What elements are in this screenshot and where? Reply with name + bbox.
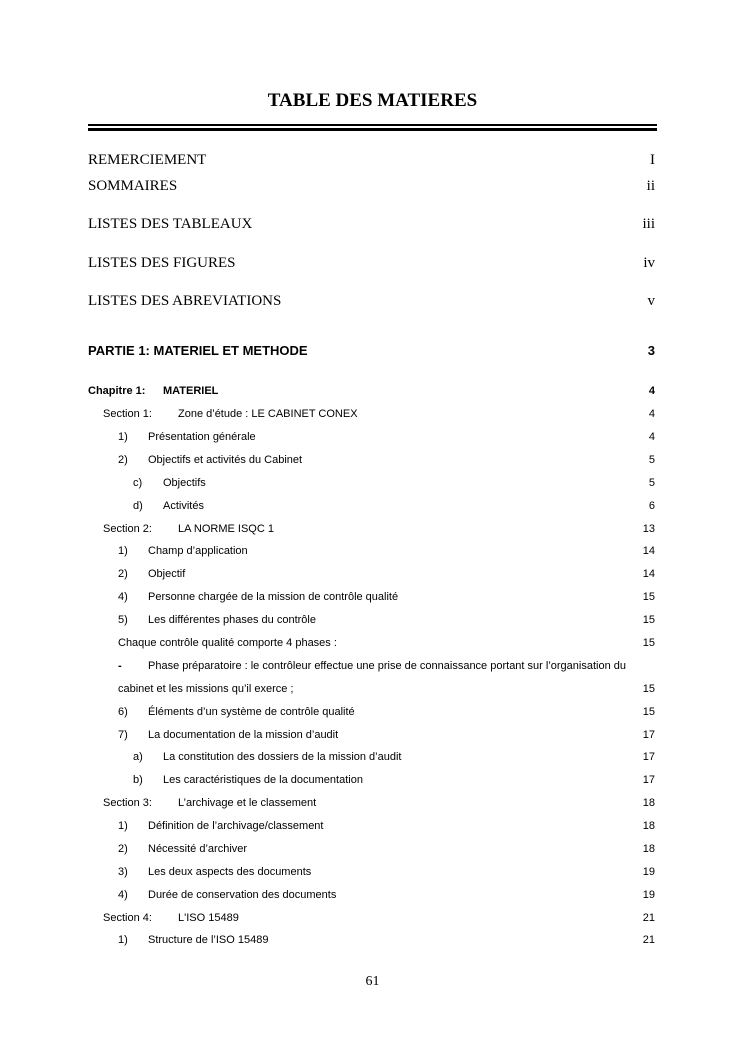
toc-entry-number: 2) [118, 568, 128, 580]
toc-entry-listes-tableaux[interactable] [88, 216, 655, 236]
toc-entry-label: REMERCIEMENT [88, 152, 207, 168]
toc-entry-page: 18 [642, 820, 655, 832]
toc-entry-number: c) [133, 477, 143, 489]
toc-part-heading[interactable] [88, 343, 655, 363]
toc-entry-label: Définition de l’archivage/classement [148, 820, 324, 832]
toc-subsection-entry[interactable] [88, 568, 655, 588]
toc-entry-label: LA NORME ISQC 1 [178, 523, 274, 535]
toc-part-page: 3 [647, 343, 655, 358]
toc-subsection-entry[interactable] [88, 843, 655, 863]
toc-subsection-entry[interactable] [88, 614, 655, 634]
toc-entry-page: iii [642, 216, 655, 232]
toc-entry-listes-abreviations[interactable] [88, 293, 655, 313]
toc-entry-number: 1) [118, 431, 128, 443]
toc-entry-page: 5 [648, 477, 655, 489]
toc-entry-label: MATERIEL [163, 385, 219, 397]
toc-subsection-entry[interactable] [88, 706, 655, 726]
toc-section-entry[interactable] [88, 797, 655, 817]
toc-entry-label: Nécessité d’archiver [148, 843, 248, 855]
toc-entry-page: 18 [642, 843, 655, 855]
toc-entry-page: ii [646, 178, 655, 194]
toc-subsubsection-entry[interactable] [88, 774, 655, 794]
toc-entry-number: Section 1: [103, 408, 152, 420]
toc-entry-number: Section 4: [103, 912, 152, 924]
toc-entry-label: LISTES DES TABLEAUX [88, 216, 253, 232]
toc-subsection-entry[interactable] [88, 866, 655, 886]
toc-entry-label: Objectifs [163, 477, 206, 489]
toc-entry-label: Les deux aspects des documents [148, 866, 312, 878]
toc-chapter-entry[interactable] [88, 385, 655, 405]
toc-entry-page: 17 [642, 751, 655, 763]
toc-entry-page: 4 [648, 408, 655, 420]
toc-entry-label: LISTES DES ABREVIATIONS [88, 293, 282, 309]
toc-entry-page: 6 [648, 500, 655, 512]
toc-entry-page: 15 [642, 637, 655, 649]
toc-entry-number: Section 3: [103, 797, 152, 809]
toc-entry-number: 4) [118, 889, 128, 901]
toc-entry-page: 14 [642, 545, 655, 557]
toc-section-entry[interactable] [88, 912, 655, 932]
toc-entry-page: iv [643, 255, 655, 271]
toc-entry-number: 1) [118, 934, 128, 946]
page-number-footer: 61 [365, 974, 380, 989]
toc-entry-page: 18 [642, 797, 655, 809]
toc-entry-page: 15 [642, 706, 655, 718]
toc-entry-page: 4 [648, 431, 655, 443]
toc-bullet-entry[interactable] [88, 660, 655, 680]
toc-entry-listes-figures[interactable] [88, 255, 655, 275]
toc-entry-label: L'ISO 15489 [178, 912, 239, 924]
toc-entry-page: 15 [642, 591, 655, 603]
toc-entry-label: LISTES DES FIGURES [88, 255, 236, 271]
toc-subsection-entry[interactable] [88, 454, 655, 474]
toc-section-entry[interactable] [88, 523, 655, 543]
toc-entry-number: a) [133, 751, 143, 763]
toc-entry-number: 2) [118, 843, 128, 855]
toc-entry-number: b) [133, 774, 143, 786]
page-title: TABLE DES MATIERES [267, 90, 478, 111]
toc-subsection-entry[interactable] [88, 820, 655, 840]
toc-entry-number: 1) [118, 545, 128, 557]
toc-entry-label: Durée de conservation des documents [148, 889, 337, 901]
toc-entry-label: Objectif [148, 568, 186, 580]
toc-entry-label: La documentation de la mission d’audit [148, 729, 339, 741]
toc-entry-page: 13 [642, 523, 655, 535]
toc-entry-sommaires[interactable] [88, 178, 655, 198]
toc-subsection-entry[interactable] [88, 934, 655, 954]
toc-entry-number: 2) [118, 454, 128, 466]
toc-subsection-entry[interactable] [88, 431, 655, 451]
toc-entry-remerciement[interactable] [88, 152, 655, 172]
toc-entry-page: 17 [642, 774, 655, 786]
toc-entry-number: 3) [118, 866, 128, 878]
toc-entry-label: L’archivage et le classement [178, 797, 317, 809]
toc-entry-label: Personne chargée de la mission de contrôle qualité [148, 591, 399, 603]
toc-subsection-entry[interactable] [88, 591, 655, 611]
toc-entry-number: Chapitre 1: [88, 385, 146, 397]
toc-entry-label: La constitution des dossiers de la mission d’audit [163, 751, 402, 763]
toc-entry-number: 5) [118, 614, 128, 626]
toc-entry-label: cabinet et les missions qu’il exerce ; [118, 683, 294, 695]
toc-entry-number: d) [133, 500, 143, 512]
toc-subsection-entry[interactable] [88, 729, 655, 749]
toc-entry-page: 4 [648, 385, 655, 397]
toc-entry-page: 15 [642, 614, 655, 626]
toc-entry-label: Phase préparatoire : le contrôleur effectue une prise de connaissance portant sur l’organisation du [148, 660, 626, 672]
toc-entry-page: 17 [642, 729, 655, 741]
toc-entry-label: Chaque contrôle qualité comporte 4 phases : [118, 637, 337, 649]
toc-entry-page: 21 [642, 912, 655, 924]
toc-entry-label: Les caractéristiques de la documentation [163, 774, 363, 786]
title-rule-thick [88, 128, 657, 131]
toc-entry-page: 15 [642, 683, 655, 695]
toc-entry-page: v [647, 293, 655, 309]
toc-entry-label: Objectifs et activités du Cabinet [148, 454, 303, 466]
toc-entry-label: Zone d’étude : LE CABINET CONEX [178, 408, 358, 420]
toc-entry-label: SOMMAIRES [88, 178, 178, 194]
toc-entry-page: 19 [642, 889, 655, 901]
toc-subsubsection-entry[interactable] [88, 751, 655, 771]
toc-text-entry[interactable] [88, 637, 655, 657]
toc-entry-number: 7) [118, 729, 128, 741]
toc-part-label: PARTIE 1: MATERIEL ET METHODE [88, 343, 308, 358]
toc-entry-page: 5 [648, 454, 655, 466]
toc-entry-number: Section 2: [103, 523, 152, 535]
title-rule-thin [88, 124, 657, 126]
toc-bullet-dash: - [118, 660, 122, 672]
toc-entry-number: 4) [118, 591, 128, 603]
toc-entry-label: Champ d’application [148, 545, 248, 557]
toc-subsection-entry[interactable] [88, 545, 655, 565]
toc-subsubsection-entry[interactable] [88, 477, 655, 497]
toc-entry-label: Structure de l’ISO 15489 [148, 934, 269, 946]
toc-entry-page: 21 [642, 934, 655, 946]
toc-subsubsection-entry[interactable] [88, 500, 655, 520]
toc-entry-label: Éléments d’un système de contrôle qualité [148, 706, 355, 718]
toc-subsection-entry[interactable] [88, 889, 655, 909]
toc-entry-page: 14 [642, 568, 655, 580]
toc-entry-label: Les différentes phases du contrôle [148, 614, 316, 626]
toc-entry-label: Activités [163, 500, 204, 512]
toc-bullet-continuation[interactable] [88, 683, 655, 703]
toc-section-entry[interactable] [88, 408, 655, 428]
toc-entry-page: 19 [642, 866, 655, 878]
toc-entry-page: I [650, 152, 655, 168]
toc-entry-number: 1) [118, 820, 128, 832]
toc-entry-label: Présentation générale [148, 431, 256, 443]
toc-entry-number: 6) [118, 706, 128, 718]
